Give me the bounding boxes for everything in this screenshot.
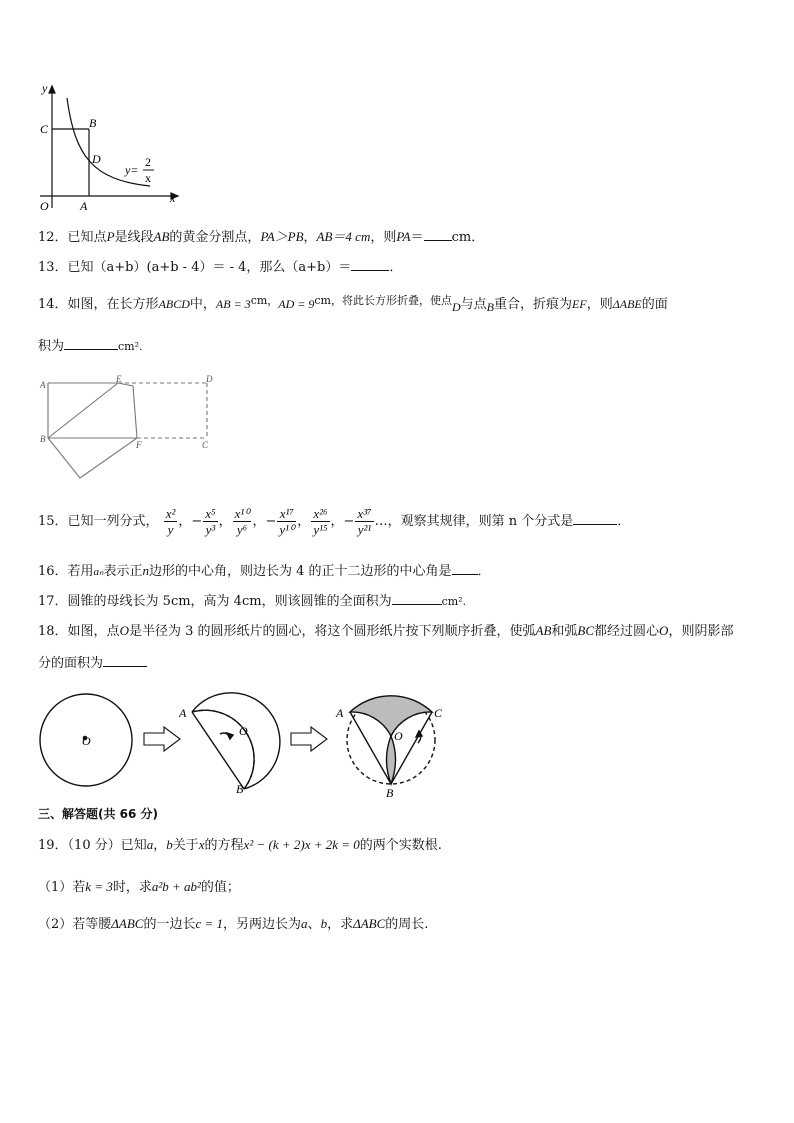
q17-unit: cm².	[441, 595, 467, 608]
fraction-5: $\frac{\text{x²⁶}}{\text{y¹⁵}}$	[313, 506, 328, 537]
q16-text: 16．若用	[38, 564, 94, 579]
q12-text: ，则	[370, 230, 397, 245]
arrow-right-icon	[291, 727, 327, 751]
q19-2-text: ，求	[327, 917, 354, 932]
fraction-3: $\frac{\text{x¹⁰}}{\text{y⁶}}$	[234, 506, 250, 537]
q19-2-text: 的一边长	[143, 917, 196, 932]
q12-var-pa: PA	[396, 229, 411, 244]
q14-text: cm，将此长方形折叠，使点	[314, 294, 452, 307]
q18-text: 都经过圆心	[594, 624, 660, 639]
q19-text: 的两个实数根.	[359, 838, 442, 853]
fraction-6: $\frac{\text{x³⁷}}{\text{y²¹}}$	[357, 506, 372, 537]
shaded-lens	[387, 736, 396, 784]
q14-ab-value: AB = 3	[215, 297, 251, 311]
q19-1-expression: a²b + ab²	[151, 879, 201, 894]
q19-var-b: b	[166, 837, 173, 852]
answer-blank	[392, 592, 442, 605]
label-c: C	[202, 440, 209, 450]
label-a: A	[40, 380, 46, 390]
q12-number: 12．	[38, 230, 68, 245]
label-f: F	[136, 440, 142, 450]
q16-text: 表示正	[103, 564, 143, 579]
label-c: C	[40, 122, 49, 136]
y-axis-arrow	[49, 86, 55, 93]
q14-text: ，则	[586, 297, 613, 312]
q18-text: 如图，点	[67, 624, 120, 639]
ellipsis: …	[374, 514, 388, 529]
q18-var-o: O	[119, 623, 129, 638]
q19-2-text: （2）若等腰	[38, 917, 112, 932]
q12-var-p: P	[106, 229, 115, 244]
q18-var-ab: AB	[535, 623, 552, 638]
question-14	[38, 292, 668, 316]
q19-text: 19．（10 分）已知	[38, 838, 147, 853]
question-19-part1	[38, 878, 240, 897]
label-y: y	[42, 81, 48, 95]
label-a: A	[80, 199, 88, 213]
q19-1-k: k = 3	[85, 879, 113, 894]
q12-text: 是线段	[114, 230, 154, 245]
label-b: B	[40, 434, 46, 444]
segment-be	[48, 383, 118, 438]
q15-text: 15．已知一列分式，	[38, 514, 159, 529]
shaded-region	[350, 696, 432, 736]
q19-text: ，	[153, 838, 167, 853]
function-den: x	[145, 171, 151, 185]
folded-flap	[48, 438, 137, 478]
q14-ad-value: AD = 9	[278, 297, 315, 311]
q14-text: 如图，在长方形	[67, 297, 159, 312]
q12-inequality: PA＞PB	[260, 229, 304, 244]
answer-blank	[64, 337, 118, 350]
q19-1-text: 时，求	[112, 880, 152, 895]
question-13	[38, 258, 402, 277]
q14-var-abcd: ABCD	[158, 297, 190, 311]
section-title: 三、解答题(共 66 分)	[38, 807, 159, 821]
q19-1-text: （1）若	[38, 880, 86, 895]
question-15	[38, 502, 630, 542]
q12-text: 已知点	[67, 230, 107, 245]
q17-text: 17．圆锥的母线长为 5cm，高为 4cm，则该圆锥的全面积为	[38, 594, 392, 609]
fraction-1: $\frac{\text{x²}}{y}$	[165, 506, 176, 537]
hyperbola-figure	[30, 78, 190, 218]
function-num: 2	[145, 155, 151, 169]
dashed-arc	[192, 710, 254, 789]
q14-unit: cm，	[250, 294, 279, 307]
q12-text: ，	[303, 230, 317, 245]
q19-1-text: 的值；	[200, 880, 240, 895]
q14-var-b: B	[486, 300, 494, 314]
label-c: C	[434, 706, 443, 720]
q18-text: 和弧	[551, 624, 578, 639]
q14-text: 与点	[460, 297, 487, 312]
label-a: A	[179, 706, 187, 720]
q14-number: 14．	[38, 297, 68, 312]
q19-2-var-b: b	[320, 916, 328, 931]
q14-text: 的面	[641, 297, 668, 312]
label-o: O	[239, 724, 248, 738]
folded-rectangle-figure	[36, 372, 221, 484]
question-19-part2	[38, 915, 428, 934]
q16-var-an: aₙ	[93, 566, 104, 578]
q19-2-text: 、	[307, 917, 321, 932]
q14-text: 中，	[189, 297, 216, 312]
q18-text: 分的面积为	[38, 656, 104, 671]
fraction-2: $\frac{\text{x⁵}}{\text{y³}}$	[205, 506, 216, 537]
q19-2-var-a: a	[301, 916, 308, 931]
folded-arc	[192, 710, 254, 789]
minus-sign: −	[265, 514, 277, 529]
q12-text: 的黄金分割点，	[169, 230, 261, 245]
q18-text: ，则阴影部	[668, 624, 734, 639]
chord-ab	[192, 712, 244, 789]
question-12	[38, 228, 484, 247]
q19-text: 的方程	[204, 838, 244, 853]
question-14-line2	[38, 337, 143, 356]
q12-text: ＝	[410, 230, 424, 245]
minus-sign: −	[191, 514, 203, 529]
question-18	[38, 622, 733, 641]
q19-var-x: x	[198, 837, 205, 852]
q19-2-text: ，另两边长为	[223, 917, 302, 932]
q19-var-a: a	[146, 837, 154, 852]
label-d: D	[206, 374, 213, 384]
label-o: O	[82, 734, 91, 748]
q18-var-bc: BC	[577, 623, 595, 638]
q14-text: 重合，折痕为	[494, 297, 573, 312]
separator: ，	[178, 514, 192, 529]
question-19	[38, 836, 442, 855]
q19-2-triangle: ΔABC	[111, 916, 144, 931]
question-16	[38, 562, 491, 581]
q12-equation: AB＝4 cm	[316, 229, 371, 244]
answer-blank	[452, 562, 478, 575]
label-o: O	[40, 199, 49, 213]
q16-end: ．	[477, 564, 491, 579]
q18-text: 是半径为 3 的圆形纸片的圆心，将这个圆形纸片按下列顺序折叠，使弧	[128, 624, 536, 639]
q18-number: 18．	[38, 624, 68, 639]
function-y: y=	[125, 163, 139, 177]
question-17	[38, 592, 466, 611]
label-e: E	[116, 374, 122, 384]
q13-text: 13．已知（a+b）(a+b - 4）＝ - 4，那么（a+b）＝	[38, 260, 352, 275]
label-x: x	[170, 191, 176, 205]
q14-area-unit: cm².	[118, 340, 143, 353]
q19-2-text: 的周长.	[385, 917, 429, 932]
label-b: B	[386, 786, 394, 800]
q19-text: 关于	[172, 838, 199, 853]
minus-sign: −	[343, 514, 355, 529]
label-o: O	[394, 729, 403, 743]
q13-end: ．	[389, 260, 403, 275]
q19-2-triangle: ΔABC	[353, 916, 386, 931]
answer-blank	[573, 512, 617, 525]
answer-blank	[424, 228, 452, 241]
fraction-4: $\frac{\text{x¹⁷}}{\text{y¹⁰}}$	[279, 506, 295, 537]
q18-var-o: O	[659, 623, 669, 638]
q15-text: ，观察其规律，则第 n 个分式是	[387, 514, 574, 529]
q19-2-c: c = 1	[195, 916, 224, 931]
q12-unit: cm．	[451, 230, 485, 245]
q14-triangle: ΔABE	[612, 297, 642, 311]
fold-edge-ef	[118, 383, 137, 438]
q14-var-d: D	[451, 300, 461, 314]
q14-var-ef: EF	[572, 297, 587, 311]
answer-blank	[103, 654, 147, 667]
q12-var-ab: AB	[153, 229, 170, 244]
label-b: B	[89, 116, 97, 130]
q16-text: 边形的中心角，则边长为 4 的正十二边形的中心角是	[148, 564, 452, 579]
q16-var-n: n	[142, 563, 149, 578]
circle-arc	[192, 693, 280, 789]
q15-end: ．	[617, 514, 631, 529]
label-b: B	[236, 782, 244, 796]
q19-equation: x² − (k + 2)x + 2k = 0	[243, 837, 360, 852]
label-a: A	[336, 706, 344, 720]
label-d: D	[92, 152, 101, 166]
arrowhead	[227, 733, 233, 739]
separator: ，	[218, 514, 232, 529]
arrow-right-icon	[144, 727, 180, 751]
q14-text: 积为	[38, 339, 65, 354]
question-18-line2	[38, 654, 147, 673]
separator: ，	[252, 514, 266, 529]
separator: ，	[297, 514, 311, 529]
circle-folding-figure	[36, 683, 456, 801]
answer-blank	[351, 258, 389, 271]
separator: ，	[330, 514, 344, 529]
